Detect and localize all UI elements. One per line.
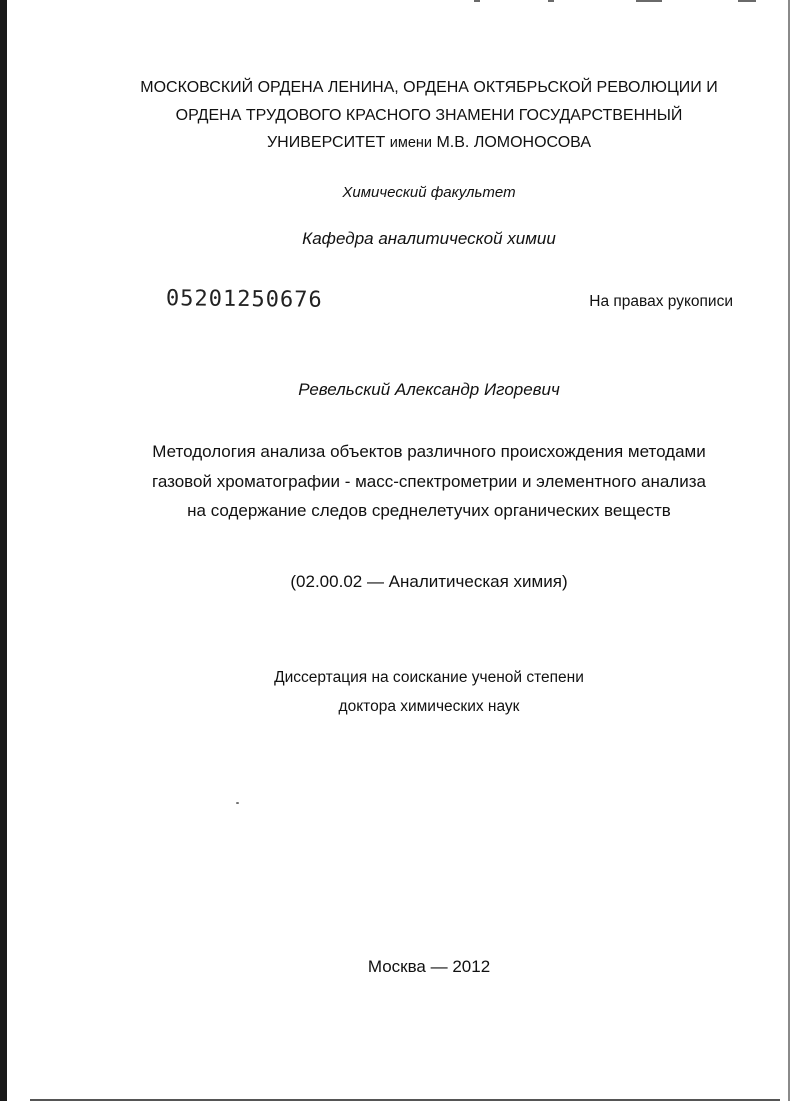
specialty-code: (02.00.02 — Аналитическая химия) [290,572,568,591]
scan-edge-left [0,0,7,1101]
university-line-3-part-1: УНИВЕРСИТЕТ [267,134,390,151]
degree-statement [0,664,794,721]
degree-line-1: Диссертация на соискание ученой степени [274,669,584,686]
scan-edge-top [474,0,480,2]
university-line-3 [64,129,794,158]
scan-edge-top [548,0,554,2]
university-line-3-part-2: имени [389,135,433,151]
place-and-year: Москва — 2012 [367,957,491,976]
inventory-number-stamp: 05201250676 [165,286,323,313]
dissertation-title [0,437,794,526]
manuscript-rights-note: На правах рукописи [589,293,733,310]
scan-edge-top [738,0,756,2]
university-line-3-part-3: М.В. ЛОМОНОСОВА [432,134,591,151]
author-name: Ревельский Александр Игоревич [298,380,560,399]
title-line-2: газовой хроматографии - масс-спектрометрии и элементного анализа [152,471,706,491]
scan-speck [236,802,239,804]
scan-edge-right [788,0,790,1101]
scan-edge-top [636,0,662,2]
title-line-3: на содержание следов среднелетучих органических веществ [187,501,671,520]
university-line-2: ОРДЕНА ТРУДОВОГО КРАСНОГО ЗНАМЕНИ ГОСУДАРСТВЕННЫЙ [175,106,683,124]
university-line-1: МОСКОВСКИЙ ОРДЕНА ЛЕНИНА, ОРДЕНА ОКТЯБРЬСКОЙ РЕВОЛЮЦИИ И [140,79,718,96]
department-name: Кафедра аналитической химии [302,229,556,248]
title-line-1: Методология анализа объектов различного происхождения методами [152,442,706,461]
university-header [0,74,794,158]
faculty-name: Химический факультет [342,184,516,201]
degree-line-2: доктора химических наук [338,697,520,715]
